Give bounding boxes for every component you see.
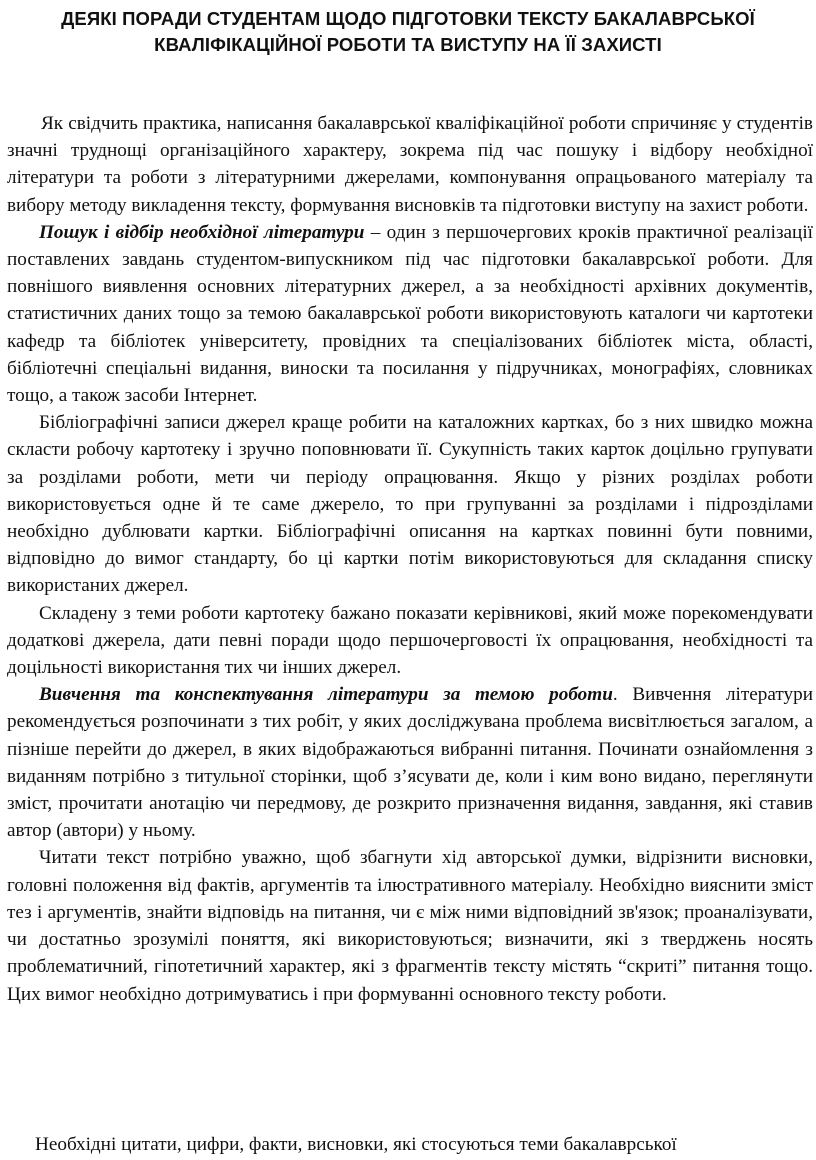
- document-title: ДЕЯКІ ПОРАДИ СТУДЕНТАМ ЩОДО ПІДГОТОВКИ ТЕКСТУ БАКАЛАВРСЬКОЇ КВАЛІФІКАЦІЙНОЇ РОБОТИ ТА ВИСТУПУ НА ЇЇ ЗАХИСТІ: [61, 8, 755, 55]
- paragraph-quotes: Необхідні цитати, цифри, факти, висновки, які стосуються теми бакалаврської: [35, 1134, 677, 1155]
- paragraph-reading: Читати текст потрібно уважно, щоб збагнути хід авторської думки, відрізнити висновки, головні положення від фактів, аргументів та ілюстративного матеріалу. Необхідно вияснити зміст тез і аргументів, знайти відповідь на питання, чи є між ними відповідний зв'язок; проаналізувати, чи достатньо зрозумілі поняття, які використовуються; визначити, які з тверджень носять проблематичний, гіпотетичний характер, які з фрагментів тексту містять “скриті” питання тощо. Цих вимог необхідно дотримуватись і при формуванні основного тексту роботи.: [7, 847, 813, 1005]
- paragraph-card-index: Складену з теми роботи картотеку бажано показати керівникові, який може порекомендувати додаткові джерела, дати певні поради щодо першочерговості їх опрацювання, необхідності та доцільності використання тих чи інших джерел.: [7, 602, 813, 679]
- paragraph-literature-study: [7, 681, 813, 844]
- paragraph-literature-search-text: – один з першочергових кроків практичної реалізації поставлених завдань студентом-випускником під час підготовки бакалаврської роботи. Для повнішого виявлення основних літературних джерел, а за необхідності архівних документів, статистичних даних тощо за темою бакалаврської роботи використовують каталоги чи картотеки кафедр та бібліотек університету, провідних та спеціалізованих бібліотек міста, області, бібліотечні спеціальні видання, виноски та посилання у підручниках, монографіях, словниках тощо, а також засоби Інтернет.: [7, 221, 813, 407]
- paragraph-bibliographic-records: Бібліографічні записи джерел краще робити на каталожних картках, бо з них швидко можна скласти робочу картотеку і зручно поповнювати її. Сукупність таких карток доцільно групувати за розділами роботи, мети чи періоду опрацювання. Якщо у різних розділах роботи використовується одне й те саме джерело, то при групуванні за розділами і підрозділами необхідно дублювати картки. Бібліографічні описання на картках повинні бути повними, відповідно до вимог стандарту, бо ці картки потім використовуються для складання списку використаних джерел.: [7, 412, 813, 597]
- paragraph-intro: Як свідчить практика, написання бакалаврської кваліфікаційної роботи спричиняє у студентів значні труднощі організаційного характеру, зокрема під час пошуку і відбору необхідної літератури та роботи з літературними джерелами, компонування опрацьованого матеріалу та вибору методу викладення тексту, формування висновків та підготовки виступу на захист роботи.: [7, 113, 813, 216]
- section-heading-literature-search: Пошук і відбір необхідної літератури: [39, 221, 365, 243]
- paragraph-literature-search: [7, 219, 813, 409]
- section-heading-literature-study: Вивчення та конспектування літератури за темою роботи: [39, 684, 613, 706]
- document-body: [7, 110, 813, 1008]
- paragraph-literature-study-text: . Вивчення літератури рекомендується розпочинати з тих робіт, у яких досліджувана проблема висвітлюється загалом, а пізніше перейти до джерел, в яких відображаються вибранні питання. Починати ознайомлення з виданням потрібно з титульної сторінки, щоб з’ясувати де, коли і ким воно видано, переглянути зміст, прочитати анотацію чи передмову, де розкрито призначення видання, завдання, які ставив автор (автори) у ньому.: [7, 684, 813, 842]
